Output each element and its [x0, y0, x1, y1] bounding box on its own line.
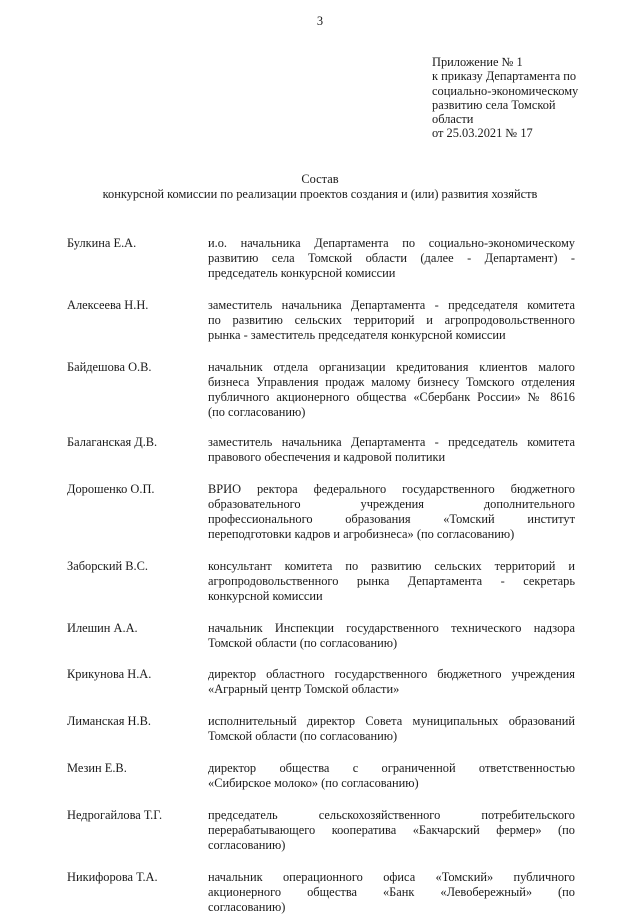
member-name: Крикунова Н.А.	[67, 667, 152, 681]
member-role-line: директор областного государственного бюджетного учреждения	[208, 667, 575, 681]
member-role-line: Томской области (по согласованию)	[208, 636, 398, 650]
member-role	[208, 559, 575, 604]
member-role-line: согласованию)	[208, 838, 286, 852]
member-role-line: председатель сельскохозяйственного потребительского	[208, 808, 575, 822]
member-role-line: ВРИО ректора федерального государственного бюджетного	[208, 482, 575, 496]
member-role-line: агропродовольственного рынка Департамента - секретарь	[208, 574, 575, 588]
member-role-line: заместитель начальника Департамента - председателя комитета	[208, 298, 575, 312]
member-role-line: Томской области (по согласованию)	[208, 729, 398, 743]
member-row	[67, 870, 575, 915]
member-row	[67, 808, 575, 853]
member-role-line: начальник Инспекции государственного технического надзора	[208, 621, 575, 635]
document-title: Состав	[301, 172, 339, 186]
member-name: Дорошенко О.П.	[67, 482, 155, 496]
member-role-line: «Сибирское молоко» (по согласованию)	[208, 776, 419, 790]
member-row	[67, 714, 575, 744]
commission-members-list	[67, 236, 575, 915]
member-role-line: акционерного общества «Банк «Левобережный» (по	[208, 885, 575, 899]
member-name: Илешин А.А.	[67, 621, 138, 635]
member-row	[67, 435, 575, 465]
appendix-line: от 25.03.2021 № 17	[432, 126, 533, 141]
appendix-line: социально-экономическому	[432, 83, 579, 98]
member-role-line: правового обеспечения и кадровой политики	[208, 450, 446, 464]
member-role-line: консультант комитета по развитию сельских территорий и	[208, 559, 575, 573]
member-role-line: профессионального образования «Томский институт	[208, 512, 575, 526]
member-name: Булкина Е.А.	[67, 236, 137, 250]
member-name: Балаганская Д.В.	[67, 435, 158, 449]
member-name: Байдешова О.В.	[67, 360, 152, 374]
appendix-block	[432, 55, 622, 141]
member-role-line: развитию села Томской области (далее - Департамент) -	[208, 251, 575, 265]
member-row	[67, 236, 575, 281]
member-role-line: начальник отдела организации кредитования клиентов малого	[208, 360, 575, 374]
member-role-line: начальник операционного офиса «Томский» публичного	[208, 870, 575, 884]
appendix-line: области	[432, 112, 474, 127]
member-row	[67, 621, 575, 651]
member-role	[208, 714, 575, 744]
member-role	[208, 435, 575, 465]
member-role-line: конкурсной комиссии	[208, 589, 323, 603]
member-row	[67, 559, 575, 604]
member-name: Мезин Е.В.	[67, 761, 127, 775]
member-role-line: и.о. начальника Департамента по социально-экономическому	[208, 236, 575, 250]
member-role-line: по развитию сельских территорий и агропродовольственного	[208, 313, 575, 327]
member-role-line: «Аграрный центр Томской области»	[208, 682, 400, 696]
member-name: Никифорова Т.А.	[67, 870, 158, 884]
member-role-line: рынка - заместитель председателя конкурсной комиссии	[208, 328, 506, 342]
appendix-line: Приложение № 1	[432, 55, 523, 69]
member-role-line: публичного акционерного общества «Сбербанк России» № 8616	[208, 390, 575, 404]
member-name: Лиманская Н.В.	[67, 714, 151, 728]
member-role-line: исполнительный директор Совета муниципальных образований	[208, 714, 575, 728]
member-role	[208, 360, 575, 420]
member-name: Недрогайлова Т.Г.	[67, 808, 163, 822]
member-role	[208, 482, 575, 542]
member-row	[67, 298, 575, 343]
member-role-line: переподготовки кадров и агробизнеса» (по согласованию)	[208, 527, 515, 541]
member-role-line: директор общества с ограниченной ответственностью	[208, 761, 575, 775]
member-row	[67, 360, 575, 420]
member-role-line: образовательного учреждения дополнительного	[208, 497, 575, 511]
member-role	[208, 236, 575, 281]
member-role	[208, 298, 575, 343]
appendix-line: развитию села Томской	[432, 97, 556, 112]
member-role-line: (по согласованию)	[208, 405, 306, 419]
member-role	[208, 667, 575, 697]
member-role	[208, 808, 575, 853]
member-role-line: бизнеса Управления продаж малому бизнесу Томского отделения	[208, 375, 575, 389]
document-subtitle: конкурсной комиссии по реализации проектов создания и (или) развития хозяйств	[102, 186, 538, 201]
member-name: Алексеева Н.Н.	[67, 298, 149, 312]
document-heading	[0, 172, 640, 201]
member-row	[67, 482, 575, 542]
member-row	[67, 667, 575, 697]
member-role	[208, 621, 575, 651]
member-row	[67, 761, 575, 791]
member-role-line: председатель конкурсной комиссии	[208, 266, 396, 280]
member-name: Заборский В.С.	[67, 559, 149, 573]
member-role-line: согласованию)	[208, 900, 286, 914]
member-role-line: перерабатывающего кооператива «Бакчарский фермер» (по	[208, 823, 575, 837]
member-role	[208, 761, 575, 791]
member-role	[208, 870, 575, 915]
page-number: 3	[316, 14, 324, 28]
member-role-line: заместитель начальника Департамента - председатель комитета	[208, 435, 575, 449]
appendix-line: к приказу Департамента по	[432, 69, 577, 84]
